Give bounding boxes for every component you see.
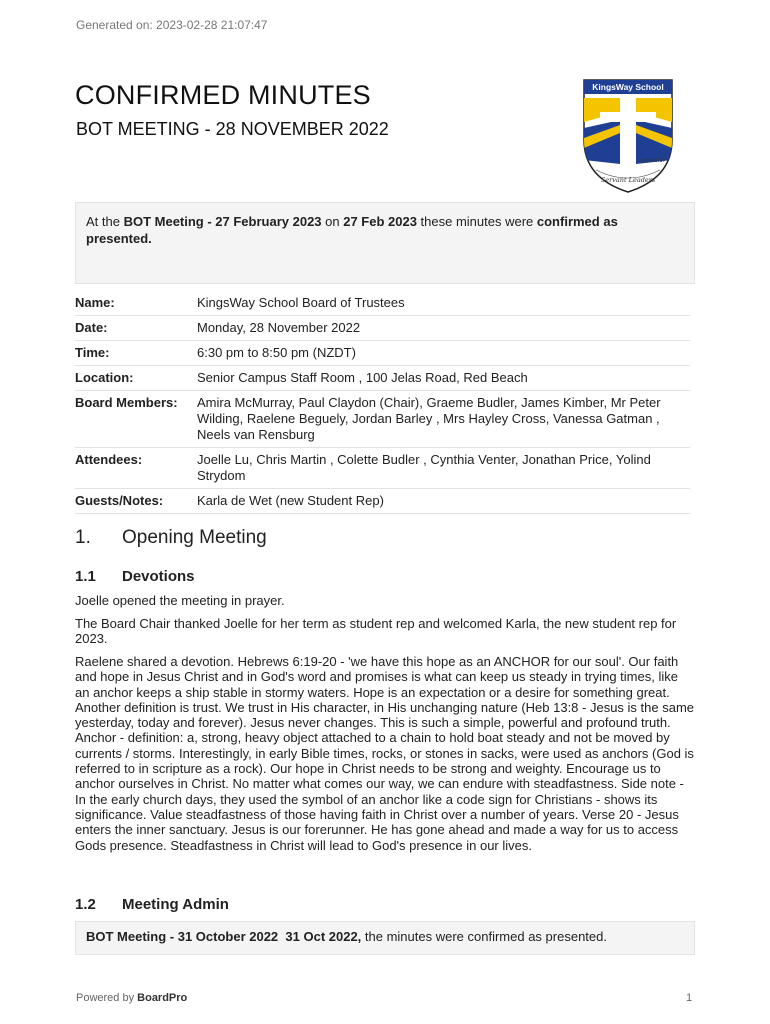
confirmation-status: confirmed as presented. [86, 214, 618, 246]
detail-value: Senior Campus Staff Room , 100 Jelas Road, Red Beach [197, 366, 690, 391]
detail-row-location [75, 366, 690, 391]
detail-row-board-members [75, 391, 690, 448]
confirmation-notice [75, 202, 695, 284]
section-number: 1.1 [75, 568, 96, 585]
detail-label: Date: [75, 316, 197, 341]
detail-value: KingsWay School Board of Trustees [197, 291, 690, 316]
detail-row-time [75, 341, 690, 366]
document-title: CONFIRMED MINUTES [75, 80, 371, 110]
detail-row-attendees [75, 448, 690, 489]
section-number: 1. [75, 527, 91, 548]
section-title: Opening Meeting [122, 527, 267, 548]
section-number: 1.2 [75, 896, 96, 913]
page-number: 1 [686, 992, 693, 1004]
detail-row-guests [75, 489, 690, 514]
footer-powered-by [76, 992, 187, 1004]
admin-meeting-link[interactable]: BOT Meeting - 31 October 2022 [86, 929, 279, 944]
confirmation-date: 27 Feb 2023 [343, 214, 417, 229]
footer-powered-text: Powered by [76, 992, 138, 1004]
confirmation-meeting-link[interactable]: BOT Meeting - 27 February 2023 [123, 214, 322, 229]
detail-value: 6:30 pm to 8:50 pm (NZDT) [197, 341, 690, 366]
detail-row-name [75, 291, 690, 316]
admin-meeting-status: the minutes were confirmed as presented. [361, 929, 607, 944]
logo-school-name: KingsWay School [592, 82, 664, 92]
confirmation-prefix: At the [86, 214, 124, 229]
detail-label: Name: [75, 291, 197, 316]
logo-verse: John 3:17 [642, 158, 666, 164]
meeting-admin-notice [75, 921, 695, 955]
footer-brand: BoardPro [137, 992, 188, 1004]
detail-value: Karla de Wet (new Student Rep) [197, 489, 690, 514]
confirmation-middle: these minutes were [416, 214, 537, 229]
confirmation-on: on [321, 214, 344, 229]
section-title: Devotions [122, 568, 195, 585]
meeting-details-table [75, 291, 690, 514]
devotions-paragraph: Joelle opened the meeting in prayer. [75, 593, 285, 608]
detail-value: Amira McMurray, Paul Claydon (Chair), Graeme Budler, James Kimber, Mr Peter Wilding, Raelene Beguely, Jordan Barley , Mrs Hayley Cross, Vanessa Gatman , Neels van Rensburg [197, 391, 690, 448]
detail-label: Attendees: [75, 448, 197, 489]
detail-label: Guests/Notes: [75, 489, 197, 514]
document-subtitle: BOT MEETING - 28 NOVEMBER 2022 [76, 119, 389, 139]
section-devotions-heading [75, 568, 195, 585]
detail-value: Monday, 28 November 2022 [197, 316, 690, 341]
section-title: Meeting Admin [122, 896, 229, 913]
detail-row-date [75, 316, 690, 341]
generated-timestamp: Generated on: 2023-02-28 21:07:47 [76, 18, 268, 32]
detail-label: Board Members: [75, 391, 197, 448]
section-opening-meeting-heading [75, 527, 267, 549]
devotions-paragraph: Raelene shared a devotion. Hebrews 6:19-20 - 'we have this hope as an ANCHOR for our soul'. Our faith and hope in Jesus Christ and in God's word and promises is what can keep us steady in trying times, like an anchor keeps a ship stable in stormy waters. Hope is an expectation or a desire for something great. Another definition is trust. We trust in His character, in His unchanging nature (Heb 13:8 - Jesus is the same yesterday, today and forever). Jesus never changes. This is such a simple, powerful and profound truth. Anchor - definition: a, strong, heavy object attached to a chain to hold boat steady and not be moved by currents / storms. Interestingly, in early Bible times, rocks, or stones in sacks, were used as anchors (God is referred to in scripture as a rock). Our hope in Christ needs to be strong and weighty. Encourage us to anchor ourselves in Christ. No matter what comes our way, we can endure with steadfastness. Side note - In the early church days, they used the symbol of an anchor like a code sign for Christians - shows its significance. Value steadfastness of those having faith in Christ over a number of years. Verse 20 - Jesus enters the inner sanctuary. Jesus is our forerunner. He has gone ahead and made a way for us to access Gods presence. Steadfastness in Christ will lead to God's presence in our lives. [75, 654, 695, 853]
admin-meeting-date: 31 Oct 2022, [285, 929, 362, 944]
detail-value: Joelle Lu, Chris Martin , Colette Budler , Cynthia Venter, Jonathan Price, Yolind Strydom [197, 448, 690, 489]
detail-label: Location: [75, 366, 197, 391]
school-logo [580, 78, 676, 196]
devotions-paragraph: The Board Chair thanked Joelle for her term as student rep and welcomed Karla, the new student rep for 2023. [75, 616, 677, 647]
section-meeting-admin-heading [75, 896, 229, 913]
logo-motto: Servant Leaders [600, 176, 656, 184]
detail-label: Time: [75, 341, 197, 366]
